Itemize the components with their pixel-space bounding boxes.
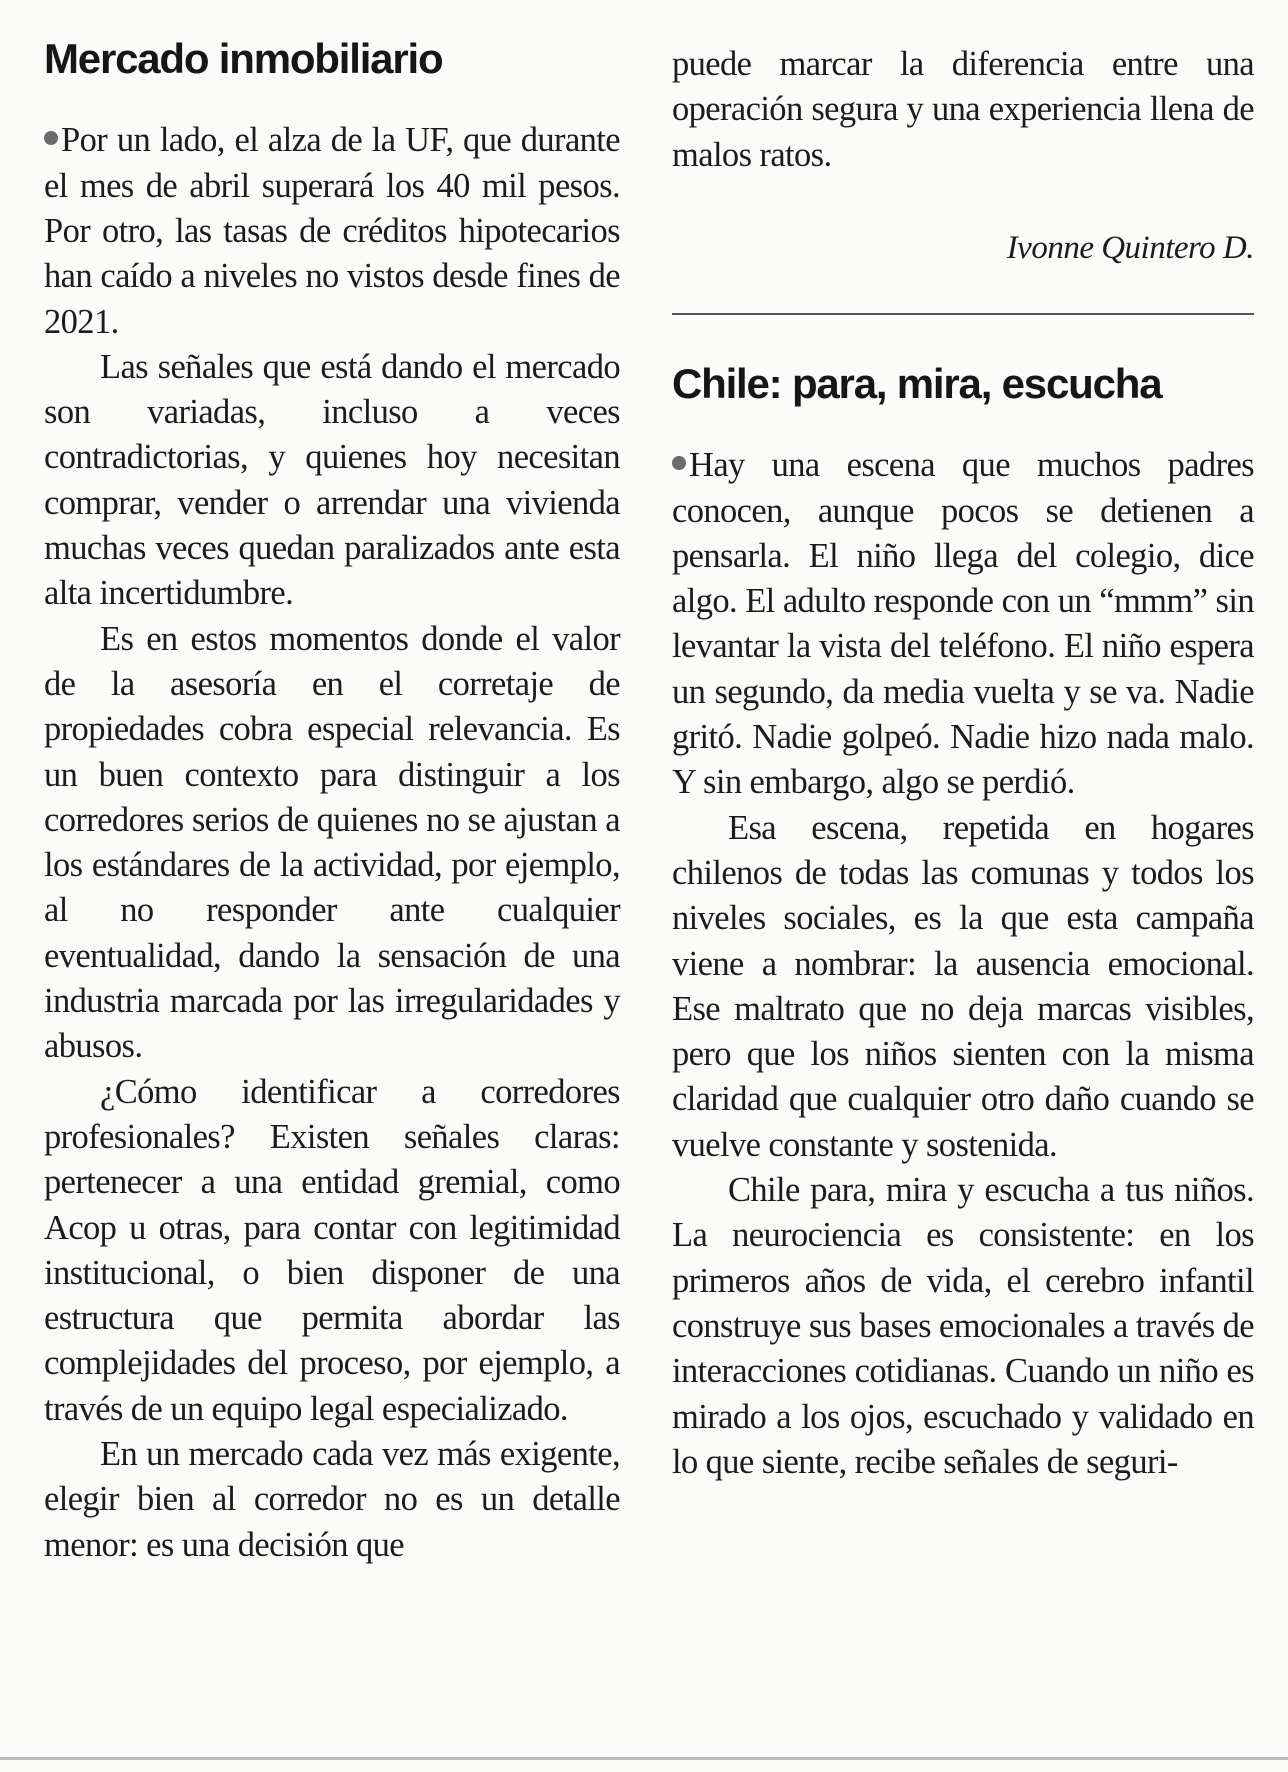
bullet-icon [672, 456, 686, 470]
article-paragraph: Por un lado, el alza de la UF, que durante el mes de abril superará los 40 mil pesos. Por otro, las tasas de créditos hipotecarios han caído a niveles no vistos desde fines de 2021. [44, 121, 620, 341]
page-bottom-rule [0, 1757, 1288, 1760]
article-paragraph: Esa escena, repetida en hogares chilenos de todas las comunas y todos los niveles sociales, es la que esta campaña viene a nombrar: la ausencia emocional. Ese maltrato que no deja marcas visibles, pero que los niños sienten con la misma claridad que cualquier otro daño cuando se vuelve constante y sostenida. [672, 808, 1254, 1164]
article-paragraph: Hay una escena que muchos padres conocen, aunque pocos se detienen a pensarla. El niño llega del colegio, dice algo. El adulto responde con un “mmm” sin levantar la vista del teléfono. El niño espera un segundo, da media vuelta y se va. Nadie gritó. Nadie golpeó. Nadie hizo nada malo. Y sin embargo, algo se perdió. [672, 446, 1254, 802]
article-heading-mercado: Mercado inmobiliario [44, 35, 443, 82]
bullet-icon [44, 131, 58, 145]
article-paragraph: Chile para, mira y escucha a tus niños. La neurociencia es consistente: en los primeros años de vida, el cerebro infantil construye sus bases emocionales a través de interacciones cotidianas. Cuando un niño es mirado a los ojos, escuchado y validado en lo que siente, recibe señales de seguri- [672, 1171, 1254, 1481]
article-paragraph: ¿Cómo identificar a corredores profesionales? Existen señales claras: pertenecer a una entidad gremial, como Acop u otras, para contar con legitimidad institucional, o bien disponer de una estructura que permita abordar las complejidades del proceso, por ejemplo, a través de un equipo legal especializado. [44, 1072, 620, 1428]
left-column [44, 0, 620, 1568]
article-paragraph: Es en estos momentos donde el valor de la asesoría en el corretaje de propiedades cobra especial relevancia. Es un buen contexto para distinguir a los corredores serios de quienes no se ajustan a los estándares de la actividad, por ejemplo, al no responder ante cualquier eventualidad, dando la sensación de una industria marcada por las irregularidades y abusos. [44, 619, 620, 1066]
right-column [672, 0, 1254, 1485]
article-paragraph: Las señales que está dando el mercado son variadas, incluso a veces contradictorias, y quienes hoy necesitan comprar, vender o arrendar una vivienda muchas veces quedan paralizados ante esta alta incertidumbre. [44, 347, 620, 613]
article-heading-chile: Chile: para, mira, escucha [672, 359, 1162, 407]
article-paragraph: En un mercado cada vez más exigente, elegir bien al corredor no es un detalle menor: es una decisión que [44, 1435, 620, 1564]
section-divider [672, 313, 1254, 315]
author-byline: Ivonne Quintero D. [1006, 229, 1254, 266]
article-continuation: puede marcar la diferencia entre una operación segura y una experiencia llena de malos ratos. [672, 45, 1254, 174]
